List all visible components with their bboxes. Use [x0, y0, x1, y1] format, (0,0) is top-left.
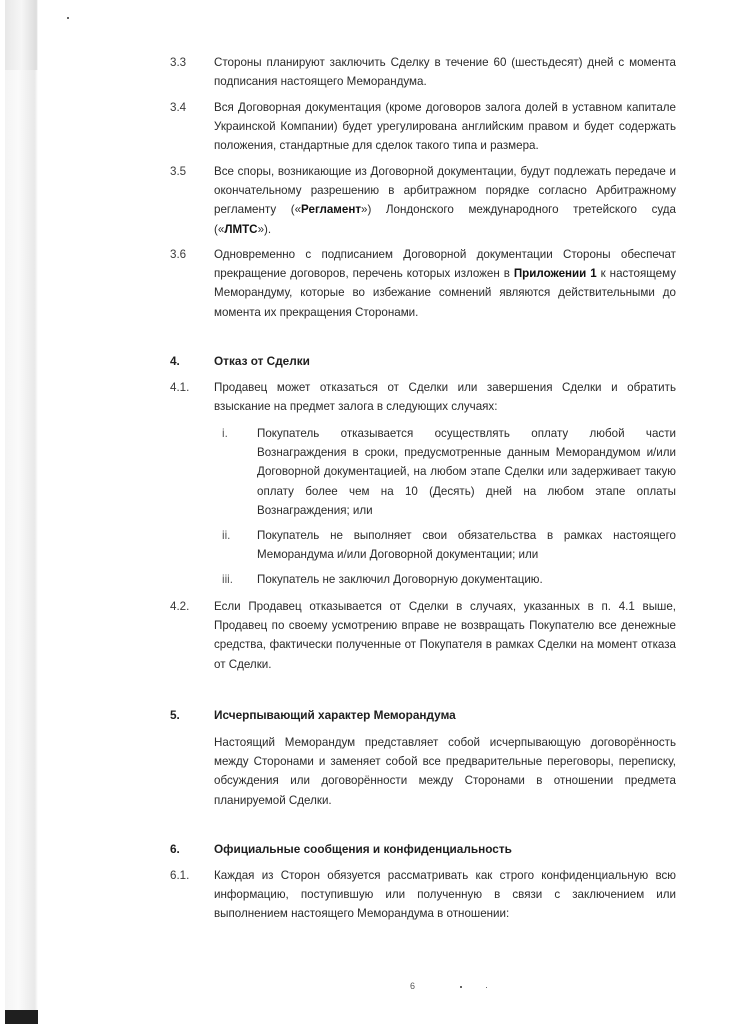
clause-3-3-text: Стороны планируют заключить Сделку в течение 60 (шестьдесят) дней с момента подписания настоящего Меморандума. — [214, 56, 676, 89]
list-item: Покупатель не заключил Договорную документацию. — [257, 573, 543, 586]
text-run: »). — [257, 222, 272, 236]
page-number: 6 — [410, 981, 416, 991]
list-marker: iii. — [222, 573, 233, 586]
section-number: 4. — [170, 354, 180, 368]
clause-number: 3.6 — [170, 248, 187, 261]
section-number: 6. — [170, 842, 180, 856]
clause-6-1-text: Каждая из Сторон обязуется рассматривать как строго конфиденциальную всю информацию, поступившую или полученную в связи с заключением или выполнением настоящего Меморандума в отношении: — [214, 869, 676, 921]
list-item: Покупатель не выполняет свои обязательства в рамках настоящего Меморандума и/или Договорной документации; или — [257, 529, 676, 562]
text-run: ») Лондонского международного третейского суда (« — [214, 203, 676, 236]
scan-speck — [67, 17, 69, 19]
scan-edge-dark-bar — [5, 1010, 38, 1024]
clause-number: 3.5 — [170, 165, 187, 178]
clause-4-2-text: Если Продавец отказывается от Сделки в случаях, указанных в п. 4.1 выше, Продавец по своему усмотрению вправе не возвращать Покупателю все денежные средства, фактически полученные от Покупателя в рамках Сделки на момент отказа от Сделки. — [214, 600, 676, 671]
text-run: к настоящему Меморандуму, которые во избежание сомнений являются действительными до момента их прекращения Сторонами. — [214, 267, 676, 319]
list-marker: ii. — [222, 529, 231, 542]
clause-4-1-text: Продавец может отказаться от Сделки или завершения Сделки и обратить взыскание на предмет залога в следующих случаях: — [214, 381, 676, 414]
annex-reference: Приложении 1 — [513, 267, 597, 281]
clause-number: 4.1. — [170, 381, 190, 394]
scan-speck — [460, 986, 462, 988]
clause-3-4-text: Вся Договорная документация (кроме договоров залога долей в уставном капитале Украинской Компании) будет урегулирована английским правом и будет содержать положения, стандартные для сделок такого типа и размера. — [214, 101, 676, 153]
text-run: Одновременно с подписанием Договорной документации Стороны обеспечат прекращение договоров, перечень которых изложен в — [214, 248, 676, 281]
clause-number: 3.3 — [170, 56, 187, 69]
list-marker: i. — [222, 427, 228, 440]
clause-number: 3.4 — [170, 101, 187, 114]
scan-edge-shadow-top — [5, 0, 38, 70]
clause-3-5-text — [214, 162, 676, 239]
clause-3-6-text — [214, 245, 676, 322]
clause-number: 4.2. — [170, 600, 190, 613]
scan-edge-shadow — [5, 0, 38, 1024]
section-heading: Официальные сообщения и конфиденциальность — [214, 842, 512, 856]
defined-term: ЛМТС — [224, 222, 258, 236]
section-heading: Исчерпывающий характер Меморандума — [214, 708, 456, 722]
scan-speck — [486, 987, 487, 988]
defined-term: Регламент — [301, 203, 361, 217]
section-number: 5. — [170, 708, 180, 722]
section-5-text: Настоящий Меморандум представляет собой исчерпывающую договорённость между Сторонами и заменяет собой все предварительные переговоры, переписку, обсуждения или договорённости между Сторонами в отношении предмета планируемой Сделки. — [214, 736, 676, 807]
section-heading: Отказ от Сделки — [214, 354, 310, 368]
text-run: Все споры, возникающие из Договорной документации, будут подлежать передаче и окончательному разрешению в арбитражном порядке согласно Арбитражному регламенту (« — [214, 165, 676, 217]
list-item: Покупатель отказывается осуществлять оплату любой части Вознаграждения в сроки, предусмотренные данным Меморандумом и/или Договорной документацией, на любом этапе Сделки или задерживает такую оплату более чем на 10 (Десять) дней на любом этапе оплаты Вознаграждения; или — [257, 427, 676, 517]
clause-number: 6.1. — [170, 869, 190, 882]
